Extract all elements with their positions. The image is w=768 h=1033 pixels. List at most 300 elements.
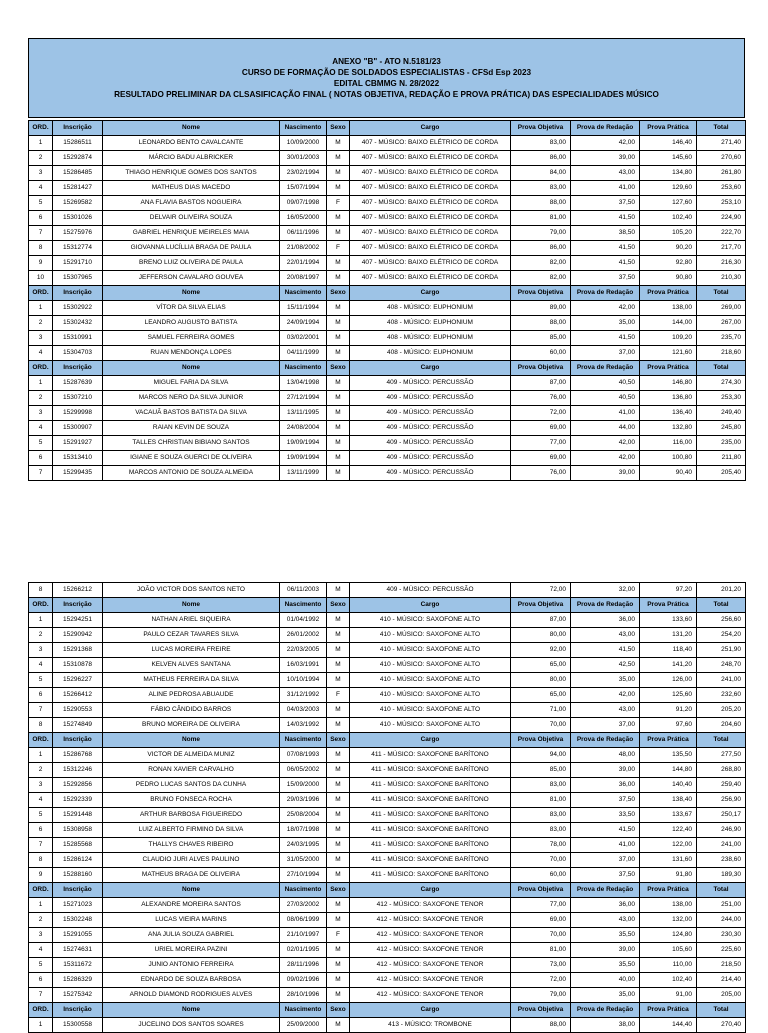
cell-prova-redacao: 42,00 <box>571 436 640 451</box>
cell-sexo: M <box>327 181 350 196</box>
cell-ord: 4 <box>29 793 53 808</box>
cell-ord: 6 <box>29 688 53 703</box>
column-header-nascimento: Nascimento <box>280 883 327 898</box>
cell-prova-objetiva: 87,00 <box>511 376 571 391</box>
cell-inscricao: 15275342 <box>53 988 103 1003</box>
cell-inscricao: 15292874 <box>53 151 103 166</box>
table-row <box>29 778 746 793</box>
cell-cargo: 408 - MÚSICO: EUPHONIUM <box>350 331 511 346</box>
cell-inscricao: 15290942 <box>53 628 103 643</box>
cell-nascimento: 16/03/1991 <box>280 658 327 673</box>
table-row <box>29 181 746 196</box>
cell-prova-objetiva: 83,00 <box>511 136 571 151</box>
cell-prova-redacao: 38,00 <box>571 1018 640 1033</box>
cell-prova-redacao: 42,00 <box>571 451 640 466</box>
cell-prova-objetiva: 89,00 <box>511 301 571 316</box>
cell-prova-objetiva: 73,00 <box>511 958 571 973</box>
table-row <box>29 718 746 733</box>
column-header-prova-pratica: Prova Prática <box>640 121 697 136</box>
cell-nome: THALLYS CHAVES RIBEIRO <box>103 838 280 853</box>
column-header-ord: ORD. <box>29 733 53 748</box>
table-row <box>29 808 746 823</box>
cell-total: 232,60 <box>697 688 746 703</box>
cell-sexo: M <box>327 151 350 166</box>
cell-nascimento: 13/11/1999 <box>280 466 327 481</box>
cell-prova-redacao: 41,50 <box>571 823 640 838</box>
cell-nome: LUIZ ALBERTO FIRMINO DA SILVA <box>103 823 280 838</box>
cell-nascimento: 24/03/1995 <box>280 838 327 853</box>
cell-prova-objetiva: 60,00 <box>511 868 571 883</box>
cell-prova-pratica: 132,00 <box>640 913 697 928</box>
course-title: CURSO DE FORMAÇÃO DE SOLDADOS ESPECIALISTAS - CFSd Esp 2023 <box>241 68 532 77</box>
cell-total: 218,50 <box>697 958 746 973</box>
table-row <box>29 196 746 211</box>
cell-total: 256,90 <box>697 793 746 808</box>
cell-inscricao: 15304703 <box>53 346 103 361</box>
cell-prova-pratica: 126,00 <box>640 673 697 688</box>
cell-cargo: 413 - MÚSICO: TROMBONE <box>350 1018 511 1033</box>
document-title-block <box>28 38 745 118</box>
cell-prova-pratica: 138,40 <box>640 793 697 808</box>
cell-inscricao: 15310878 <box>53 658 103 673</box>
cell-total: 217,70 <box>697 241 746 256</box>
cell-nascimento: 16/05/2000 <box>280 211 327 226</box>
table-row <box>29 988 746 1003</box>
cell-cargo: 407 - MÚSICO: BAIXO ELÉTRICO DE CORDA <box>350 211 511 226</box>
column-header-cargo: Cargo <box>350 598 511 613</box>
cell-prova-redacao: 35,50 <box>571 958 640 973</box>
cell-prova-objetiva: 72,00 <box>511 973 571 988</box>
cell-prova-pratica: 92,80 <box>640 256 697 271</box>
cell-total: 235,00 <box>697 436 746 451</box>
cell-cargo: 410 - MÚSICO: SAXOFONE ALTO <box>350 658 511 673</box>
cell-nascimento: 13/04/1998 <box>280 376 327 391</box>
table-row <box>29 406 746 421</box>
cell-nome: GABRIEL HENRIQUE MEIRELES MAIA <box>103 226 280 241</box>
cell-cargo: 409 - MÚSICO: PERCUSSÃO <box>350 466 511 481</box>
cell-prova-pratica: 91,80 <box>640 868 697 883</box>
cell-nascimento: 06/11/1996 <box>280 226 327 241</box>
cell-prova-redacao: 42,00 <box>571 688 640 703</box>
annex-title: ANEXO "B" - ATO N.5181/23 <box>332 57 441 66</box>
table-row <box>29 316 746 331</box>
cell-inscricao: 15287639 <box>53 376 103 391</box>
cell-ord: 3 <box>29 166 53 181</box>
cell-cargo: 411 - MÚSICO: SAXOFONE BARÍTONO <box>350 853 511 868</box>
table-header-row <box>29 883 746 898</box>
cell-cargo: 412 - MÚSICO: SAXOFONE TENOR <box>350 973 511 988</box>
table-header-row <box>29 1003 746 1018</box>
table-row <box>29 331 746 346</box>
table-row <box>29 658 746 673</box>
cell-total: 269,00 <box>697 301 746 316</box>
cell-ord: 1 <box>29 748 53 763</box>
cell-total: 248,70 <box>697 658 746 673</box>
cell-ord: 6 <box>29 823 53 838</box>
cell-nascimento: 04/03/2003 <box>280 703 327 718</box>
cell-total: 253,10 <box>697 196 746 211</box>
cell-total: 277,50 <box>697 748 746 763</box>
table-row <box>29 628 746 643</box>
cell-prova-pratica: 91,20 <box>640 703 697 718</box>
cell-prova-objetiva: 83,00 <box>511 808 571 823</box>
cell-sexo: M <box>327 748 350 763</box>
cell-inscricao: 15274631 <box>53 943 103 958</box>
cell-prova-pratica: 118,40 <box>640 643 697 658</box>
column-header-prova-redacao: Prova de Redação <box>571 361 640 376</box>
column-header-nome: Nome <box>103 1003 280 1018</box>
cell-inscricao: 15274849 <box>53 718 103 733</box>
column-header-ord: ORD. <box>29 121 53 136</box>
table-row <box>29 436 746 451</box>
cell-total: 189,30 <box>697 868 746 883</box>
column-header-prova-objetiva: Prova Objetiva <box>511 121 571 136</box>
table-row <box>29 913 746 928</box>
cell-total: 246,90 <box>697 823 746 838</box>
cell-prova-objetiva: 82,00 <box>511 256 571 271</box>
cell-sexo: M <box>327 271 350 286</box>
column-header-total: Total <box>697 883 746 898</box>
cell-nome: RUAN MENDONÇA LOPES <box>103 346 280 361</box>
cell-ord: 4 <box>29 658 53 673</box>
cell-inscricao: 15308958 <box>53 823 103 838</box>
cell-sexo: M <box>327 808 350 823</box>
cell-nascimento: 22/01/1994 <box>280 256 327 271</box>
cell-sexo: M <box>327 958 350 973</box>
cell-sexo: M <box>327 673 350 688</box>
cell-cargo: 411 - MÚSICO: SAXOFONE BARÍTONO <box>350 838 511 853</box>
cell-prova-objetiva: 79,00 <box>511 988 571 1003</box>
cell-prova-pratica: 121,60 <box>640 346 697 361</box>
column-header-total: Total <box>697 1003 746 1018</box>
edital-title: EDITAL CBMMG N. 28/2022 <box>333 79 440 88</box>
cell-nome: THIAGO HENRIQUE GOMES DOS SANTOS <box>103 166 280 181</box>
cell-sexo: M <box>327 316 350 331</box>
cell-inscricao: 15281427 <box>53 181 103 196</box>
cell-nome: BRUNO MOREIRA DE OLIVEIRA <box>103 718 280 733</box>
table-row <box>29 748 746 763</box>
cell-prova-redacao: 37,00 <box>571 346 640 361</box>
cell-total: 211,80 <box>697 451 746 466</box>
cell-total: 216,30 <box>697 256 746 271</box>
table-row <box>29 226 746 241</box>
table-row <box>29 421 746 436</box>
cell-total: 214,40 <box>697 973 746 988</box>
cell-sexo: M <box>327 436 350 451</box>
cell-cargo: 407 - MÚSICO: BAIXO ELÉTRICO DE CORDA <box>350 196 511 211</box>
cell-prova-redacao: 42,00 <box>571 136 640 151</box>
column-header-inscricao: Inscrição <box>53 733 103 748</box>
cell-prova-objetiva: 83,00 <box>511 181 571 196</box>
cell-prova-objetiva: 83,00 <box>511 823 571 838</box>
cell-prova-objetiva: 76,00 <box>511 466 571 481</box>
cell-prova-objetiva: 84,00 <box>511 166 571 181</box>
column-header-prova-redacao: Prova de Redação <box>571 121 640 136</box>
cell-prova-objetiva: 80,00 <box>511 673 571 688</box>
cell-cargo: 412 - MÚSICO: SAXOFONE TENOR <box>350 958 511 973</box>
cell-cargo: 411 - MÚSICO: SAXOFONE BARÍTONO <box>350 868 511 883</box>
cell-prova-pratica: 136,40 <box>640 406 697 421</box>
cell-nascimento: 21/10/1997 <box>280 928 327 943</box>
cell-inscricao: 15291448 <box>53 808 103 823</box>
cell-nascimento: 10/10/1994 <box>280 673 327 688</box>
cell-prova-pratica: 138,00 <box>640 898 697 913</box>
cell-nascimento: 19/09/1994 <box>280 436 327 451</box>
column-header-nascimento: Nascimento <box>280 598 327 613</box>
cell-nome: RONAN XAVIER CARVALHO <box>103 763 280 778</box>
cell-prova-objetiva: 83,00 <box>511 778 571 793</box>
cell-sexo: M <box>327 421 350 436</box>
cell-prova-redacao: 39,00 <box>571 151 640 166</box>
cell-nome: VÍTOR DA SILVA ELIAS <box>103 301 280 316</box>
cell-prova-redacao: 35,00 <box>571 316 640 331</box>
cell-ord: 2 <box>29 763 53 778</box>
cell-prova-objetiva: 76,00 <box>511 391 571 406</box>
cell-nome: LUCAS MOREIRA FREIRE <box>103 643 280 658</box>
cell-prova-pratica: 145,60 <box>640 151 697 166</box>
cell-prova-pratica: 105,60 <box>640 943 697 958</box>
table-row <box>29 793 746 808</box>
cell-sexo: M <box>327 613 350 628</box>
column-header-nome: Nome <box>103 598 280 613</box>
cell-inscricao: 15292856 <box>53 778 103 793</box>
cell-prova-pratica: 131,60 <box>640 853 697 868</box>
table-row <box>29 451 746 466</box>
cell-sexo: M <box>327 718 350 733</box>
cell-prova-redacao: 37,50 <box>571 793 640 808</box>
cell-nome: JUNIO ANTONIO FERREIRA <box>103 958 280 973</box>
cell-prova-pratica: 105,20 <box>640 226 697 241</box>
results-table-2 <box>28 582 746 1033</box>
cell-sexo: M <box>327 136 350 151</box>
cell-ord: 7 <box>29 226 53 241</box>
cell-prova-redacao: 37,00 <box>571 718 640 733</box>
cell-sexo: M <box>327 868 350 883</box>
column-header-sexo: Sexo <box>327 733 350 748</box>
cell-prova-pratica: 125,60 <box>640 688 697 703</box>
cell-prova-pratica: 131,20 <box>640 628 697 643</box>
cell-nascimento: 31/05/2000 <box>280 853 327 868</box>
cell-prova-redacao: 43,00 <box>571 628 640 643</box>
cell-prova-pratica: 110,00 <box>640 958 697 973</box>
cell-inscricao: 15302248 <box>53 913 103 928</box>
cell-cargo: 407 - MÚSICO: BAIXO ELÉTRICO DE CORDA <box>350 181 511 196</box>
cell-prova-objetiva: 60,00 <box>511 346 571 361</box>
cell-ord: 4 <box>29 943 53 958</box>
cell-prova-pratica: 100,80 <box>640 451 697 466</box>
table-row <box>29 703 746 718</box>
result-title: RESULTADO PRELIMINAR DA CLSASIFICAÇÃO FINAL ( NOTAS OBJETIVA, REDAÇÃO E PROVA PRÁTICA) DAS ESPECIALIDADES MÚSICO <box>114 90 659 99</box>
cell-prova-pratica: 129,60 <box>640 181 697 196</box>
cell-ord: 5 <box>29 436 53 451</box>
cell-ord: 2 <box>29 391 53 406</box>
table-row <box>29 673 746 688</box>
cell-ord: 1 <box>29 613 53 628</box>
cell-sexo: M <box>327 763 350 778</box>
cell-prova-objetiva: 92,00 <box>511 643 571 658</box>
cell-cargo: 411 - MÚSICO: SAXOFONE BARÍTONO <box>350 793 511 808</box>
cell-prova-redacao: 44,00 <box>571 421 640 436</box>
cell-sexo: M <box>327 211 350 226</box>
column-header-nome: Nome <box>103 121 280 136</box>
table-row <box>29 763 746 778</box>
cell-ord: 7 <box>29 466 53 481</box>
column-header-prova-pratica: Prova Prática <box>640 883 697 898</box>
cell-inscricao: 15291055 <box>53 928 103 943</box>
cell-total: 230,30 <box>697 928 746 943</box>
cell-cargo: 411 - MÚSICO: SAXOFONE BARÍTONO <box>350 763 511 778</box>
cell-prova-objetiva: 72,00 <box>511 583 571 598</box>
cell-prova-redacao: 41,50 <box>571 211 640 226</box>
cell-sexo: M <box>327 406 350 421</box>
cell-nome: BRUNO FONSECA ROCHA <box>103 793 280 808</box>
cell-nascimento: 06/05/2002 <box>280 763 327 778</box>
cell-nascimento: 30/01/2003 <box>280 151 327 166</box>
cell-ord: 1 <box>29 136 53 151</box>
cell-prova-pratica: 146,40 <box>640 136 697 151</box>
cell-cargo: 409 - MÚSICO: PERCUSSÃO <box>350 583 511 598</box>
cell-prova-objetiva: 72,00 <box>511 406 571 421</box>
cell-ord: 6 <box>29 973 53 988</box>
column-header-prova-redacao: Prova de Redação <box>571 286 640 301</box>
column-header-total: Total <box>697 733 746 748</box>
cell-sexo: M <box>327 838 350 853</box>
cell-nome: DELVAIR OLIVEIRA SOUZA <box>103 211 280 226</box>
cell-prova-objetiva: 94,00 <box>511 748 571 763</box>
cell-nascimento: 18/07/1998 <box>280 823 327 838</box>
cell-prova-redacao: 37,50 <box>571 868 640 883</box>
cell-prova-pratica: 90,40 <box>640 466 697 481</box>
cell-nascimento: 21/08/2002 <box>280 241 327 256</box>
results-table-1 <box>28 120 746 481</box>
cell-prova-objetiva: 69,00 <box>511 913 571 928</box>
cell-sexo: F <box>327 196 350 211</box>
cell-total: 250,17 <box>697 808 746 823</box>
cell-nascimento: 09/02/1996 <box>280 973 327 988</box>
cell-cargo: 411 - MÚSICO: SAXOFONE BARÍTONO <box>350 778 511 793</box>
cell-cargo: 407 - MÚSICO: BAIXO ELÉTRICO DE CORDA <box>350 241 511 256</box>
cell-nascimento: 07/08/1993 <box>280 748 327 763</box>
cell-prova-objetiva: 79,00 <box>511 226 571 241</box>
column-header-total: Total <box>697 361 746 376</box>
cell-sexo: F <box>327 928 350 943</box>
cell-cargo: 411 - MÚSICO: SAXOFONE BARÍTONO <box>350 748 511 763</box>
column-header-nome: Nome <box>103 361 280 376</box>
cell-inscricao: 15299998 <box>53 406 103 421</box>
column-header-nascimento: Nascimento <box>280 361 327 376</box>
cell-ord: 2 <box>29 151 53 166</box>
cell-prova-pratica: 141,20 <box>640 658 697 673</box>
cell-sexo: M <box>327 346 350 361</box>
cell-prova-objetiva: 86,00 <box>511 151 571 166</box>
cell-sexo: M <box>327 973 350 988</box>
cell-sexo: M <box>327 376 350 391</box>
cell-prova-pratica: 134,80 <box>640 166 697 181</box>
cell-nome: MATHEUS DIAS MACEDO <box>103 181 280 196</box>
cell-inscricao: 15275976 <box>53 226 103 241</box>
cell-prova-redacao: 41,50 <box>571 331 640 346</box>
column-header-nome: Nome <box>103 733 280 748</box>
column-header-cargo: Cargo <box>350 121 511 136</box>
cell-ord: 3 <box>29 778 53 793</box>
column-header-inscricao: Inscrição <box>53 883 103 898</box>
column-header-prova-pratica: Prova Prática <box>640 598 697 613</box>
cell-total: 271,40 <box>697 136 746 151</box>
cell-nome: EDNARDO DE SOUZA BARBOSA <box>103 973 280 988</box>
cell-nascimento: 02/01/1995 <box>280 943 327 958</box>
column-header-ord: ORD. <box>29 883 53 898</box>
cell-sexo: F <box>327 688 350 703</box>
cell-nome: FÁBIO CÂNDIDO BARROS <box>103 703 280 718</box>
cell-nascimento: 28/11/1996 <box>280 958 327 973</box>
table-row <box>29 898 746 913</box>
cell-nascimento: 15/11/1994 <box>280 301 327 316</box>
cell-inscricao: 15288160 <box>53 868 103 883</box>
cell-prova-objetiva: 81,00 <box>511 943 571 958</box>
column-header-prova-pratica: Prova Prática <box>640 361 697 376</box>
table-row <box>29 166 746 181</box>
cell-total: 251,90 <box>697 643 746 658</box>
cell-nome: KELVEN ALVES SANTANA <box>103 658 280 673</box>
cell-prova-redacao: 37,50 <box>571 271 640 286</box>
cell-prova-objetiva: 77,00 <box>511 898 571 913</box>
cell-nascimento: 25/08/2004 <box>280 808 327 823</box>
cell-nome: ANA JULIA SOUZA GABRIEL <box>103 928 280 943</box>
table-row <box>29 211 746 226</box>
cell-ord: 7 <box>29 838 53 853</box>
cell-nascimento: 15/09/2000 <box>280 778 327 793</box>
cell-prova-objetiva: 70,00 <box>511 853 571 868</box>
cell-cargo: 412 - MÚSICO: SAXOFONE TENOR <box>350 988 511 1003</box>
cell-sexo: M <box>327 1018 350 1033</box>
cell-cargo: 409 - MÚSICO: PERCUSSÃO <box>350 391 511 406</box>
cell-nome: MARCOS NERO DA SILVA JUNIOR <box>103 391 280 406</box>
cell-nome: LUCAS VIEIRA MARINS <box>103 913 280 928</box>
table-row <box>29 838 746 853</box>
cell-nascimento: 15/07/1994 <box>280 181 327 196</box>
cell-inscricao: 15286485 <box>53 166 103 181</box>
cell-nome: VACAUÃ BASTOS BATISTA DA SILVA <box>103 406 280 421</box>
cell-cargo: 407 - MÚSICO: BAIXO ELÉTRICO DE CORDA <box>350 256 511 271</box>
cell-prova-redacao: 41,50 <box>571 241 640 256</box>
cell-prova-objetiva: 85,00 <box>511 331 571 346</box>
column-header-prova-redacao: Prova de Redação <box>571 598 640 613</box>
cell-ord: 5 <box>29 673 53 688</box>
cell-ord: 8 <box>29 583 53 598</box>
column-header-prova-redacao: Prova de Redação <box>571 733 640 748</box>
cell-prova-redacao: 41,50 <box>571 256 640 271</box>
cell-nome: BRENO LUIZ OLIVEIRA DE PAULA <box>103 256 280 271</box>
cell-prova-objetiva: 81,00 <box>511 793 571 808</box>
cell-prova-pratica: 146,80 <box>640 376 697 391</box>
column-header-nascimento: Nascimento <box>280 733 327 748</box>
cell-nascimento: 09/07/1998 <box>280 196 327 211</box>
cell-prova-objetiva: 85,00 <box>511 763 571 778</box>
cell-prova-redacao: 39,00 <box>571 763 640 778</box>
table-row <box>29 583 746 598</box>
column-header-total: Total <box>697 121 746 136</box>
cell-nome: JEFFERSON CAVALARO GOUVEA <box>103 271 280 286</box>
cell-ord: 9 <box>29 256 53 271</box>
cell-sexo: M <box>327 226 350 241</box>
cell-total: 205,40 <box>697 466 746 481</box>
cell-prova-redacao: 37,50 <box>571 196 640 211</box>
cell-sexo: M <box>327 823 350 838</box>
cell-ord: 5 <box>29 958 53 973</box>
cell-ord: 4 <box>29 181 53 196</box>
cell-inscricao: 15291710 <box>53 256 103 271</box>
cell-nascimento: 25/09/2000 <box>280 1018 327 1033</box>
